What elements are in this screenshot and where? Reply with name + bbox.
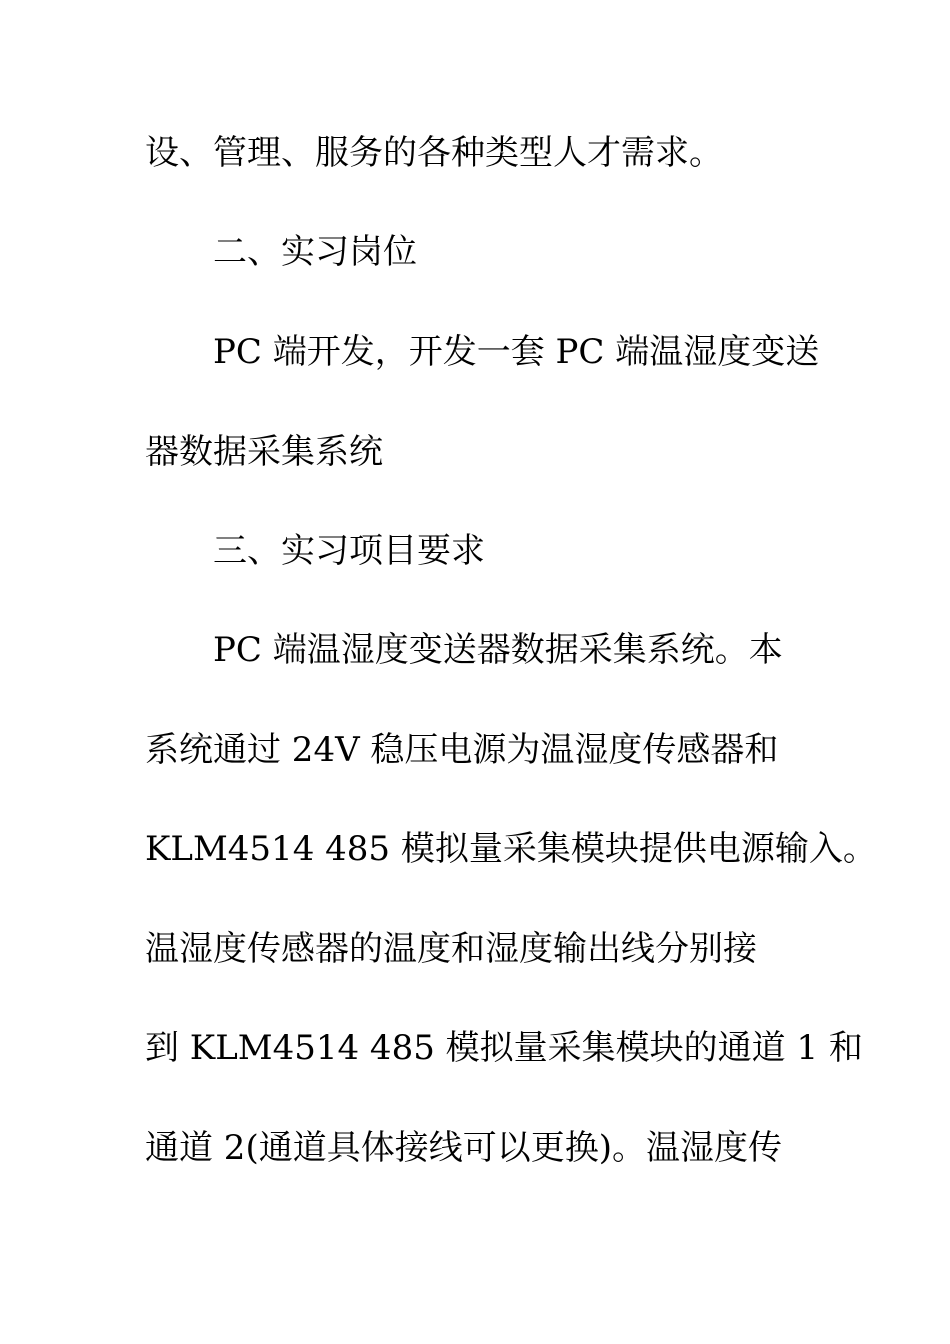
paragraph-line-1: 设、管理、服务的各种类型人才需求。: [145, 133, 723, 173]
paragraph-line-7: 系统通过 24V 稳压电源为温湿度传感器和: [145, 730, 779, 770]
paragraph-line-11: 通道 2(通道具体接线可以更换)。温湿度传: [145, 1128, 782, 1168]
paragraph-line-8: KLM4514 485 模拟量采集模块提供电源输入。: [145, 829, 877, 869]
paragraph-line-6: PC 端温湿度变送器数据采集系统。本: [213, 630, 783, 670]
paragraph-line-4: 器数据采集系统: [145, 432, 383, 472]
section-heading-internship-position: 二、实习岗位: [213, 232, 417, 272]
paragraph-line-3: PC 端开发，开发一套 PC 端温湿度变送: [213, 332, 820, 372]
section-heading-project-requirements: 三、实习项目要求: [213, 531, 485, 571]
paragraph-line-9: 温湿度传感器的温度和湿度输出线分别接: [145, 929, 757, 969]
paragraph-line-10: 到 KLM4514 485 模拟量采集模块的通道 1 和: [145, 1028, 863, 1068]
